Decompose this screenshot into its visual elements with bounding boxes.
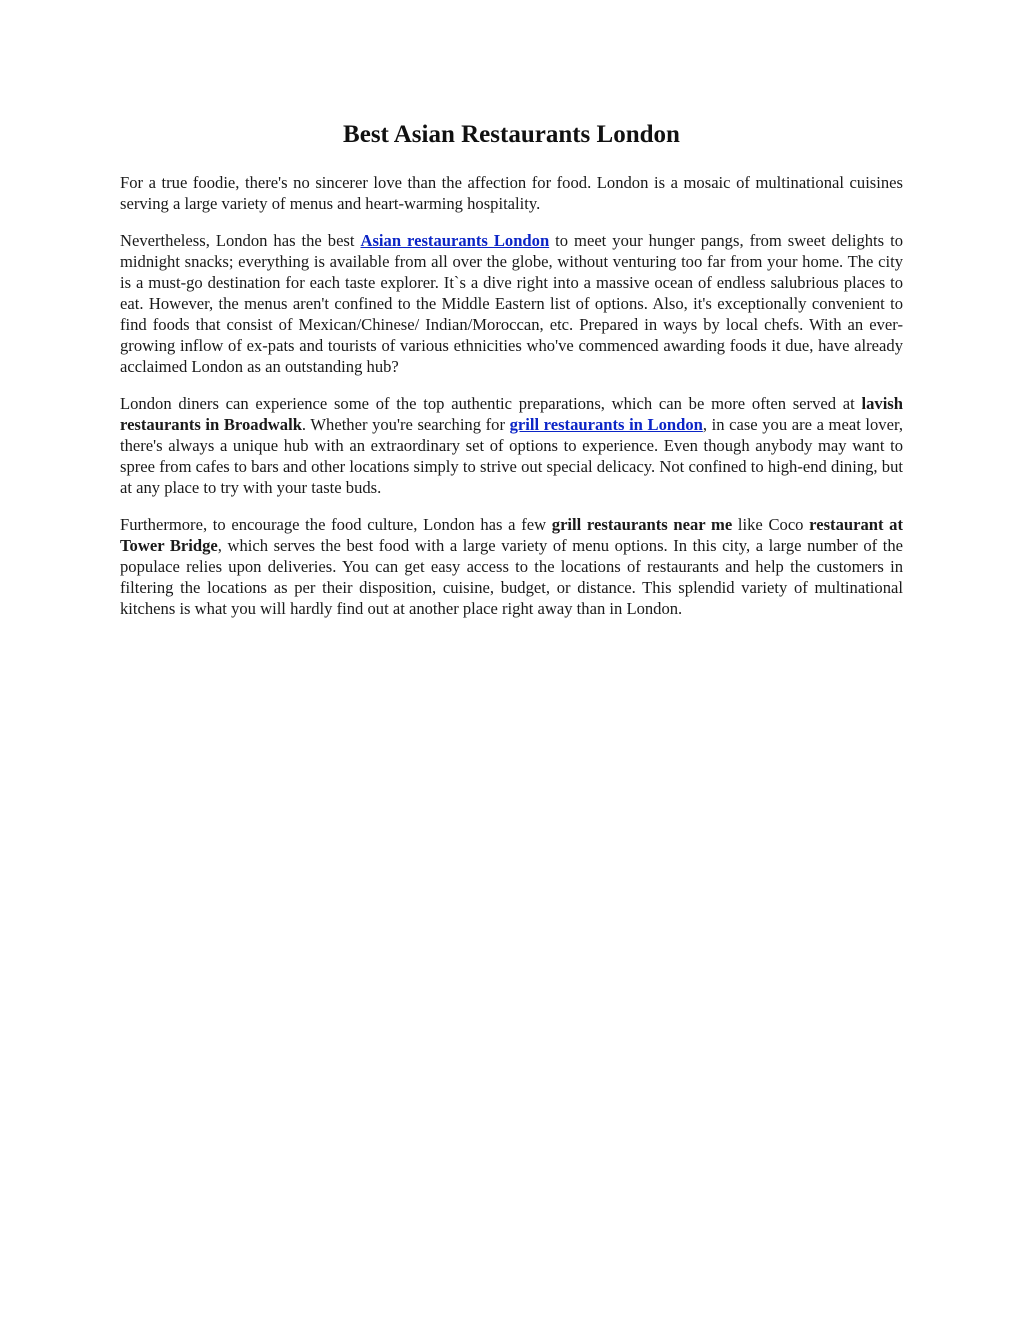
paragraph-text: to meet your hunger pangs, from sweet delights to midnight snacks; everything is available from all over the globe, without venturing too far from your home. The city is a must-go destination for each taste explorer. It`s a dive right into a massive ocean of endless salubrious places to eat. However, the menus aren't confined to the Middle Eastern list of options. Also, it's exceptionally convenient to find foods that consist of Mexican/Chinese/ Indian/Moroccan, etc. Prepared in ways by local chefs. With an ever-growing inflow of ex-pats and tourists of various ethnicities who've commenced awarding foods it due, have already acclaimed London as an outstanding hub?	[120, 231, 903, 376]
paragraph-intro-text: For a true foodie, there's no sincerer love than the affection for food. London is a mosaic of multinational cuisines serving a large variety of menus and heart-warming hospitality.	[120, 173, 903, 213]
paragraph-text: , which serves the best food with a large variety of menu options. In this city, a large number of the populace relies upon deliveries. You can get easy access to the locations of restaurants and help the customers in filtering the locations as per their disposition, cuisine, budget, or distance. This splendid variety of multinational kitchens is what you will hardly find out at another place right away than in London.	[120, 536, 903, 618]
paragraph-text: , in case you are a meat lover, there's always a unique hub with an extraordinary set of options to experience. Even though anybody may want to spree from cafes to bars and other locations simply to strive out special delicacy. Not confined to high-end dining, but at any place to try with your taste buds.	[120, 415, 903, 497]
paragraph-intro	[120, 172, 903, 214]
lavish-restaurants-bold: lavish restaurants in Broadwalk	[120, 394, 903, 434]
page-title: Best Asian Restaurants London	[343, 121, 680, 148]
paragraph-asian-restaurants	[120, 230, 903, 377]
grill-restaurants-london-link[interactable]: grill restaurants in London	[509, 415, 703, 434]
grill-restaurants-near-me-bold: grill restaurants near me	[551, 515, 733, 534]
paragraph-text: London diners can experience some of the top authentic preparations, which can be more often served at	[120, 394, 862, 413]
paragraph-food-culture	[120, 514, 903, 619]
paragraph-text: Furthermore, to encourage the food culture, London has a few	[120, 515, 552, 534]
paragraph-text: like Coco	[732, 515, 810, 534]
asian-restaurants-london-link[interactable]: Asian restaurants London	[360, 231, 550, 250]
paragraph-diners	[120, 393, 903, 498]
document-page	[120, 118, 903, 635]
paragraph-text: . Whether you're searching for	[301, 415, 510, 434]
restaurant-tower-bridge-bold: restaurant at Tower Bridge	[120, 515, 904, 555]
paragraph-text: Nevertheless, London has the best	[120, 231, 361, 250]
